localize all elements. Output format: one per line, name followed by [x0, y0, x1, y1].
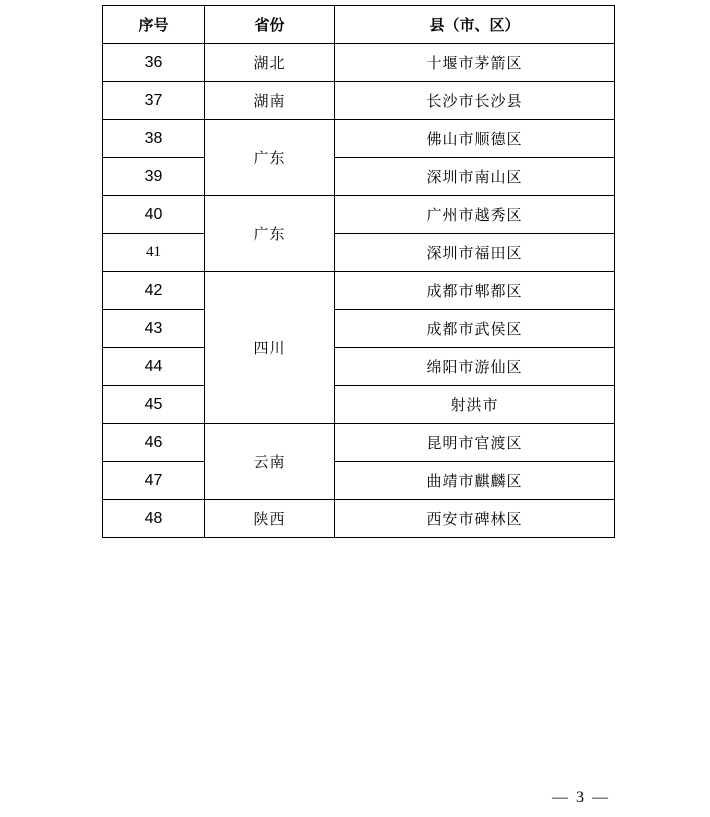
serial-number-cell: 45	[103, 386, 205, 424]
province-cell: 陕西	[205, 500, 335, 538]
province-cell: 湖北	[205, 44, 335, 82]
county-list-table	[102, 5, 615, 538]
table-row	[103, 424, 615, 462]
county-cell: 十堰市茅箭区	[335, 44, 615, 82]
table-row	[103, 234, 615, 272]
table-row	[103, 348, 615, 386]
province-cell: 广东	[205, 120, 335, 196]
serial-number-cell: 47	[103, 462, 205, 500]
serial-number-cell: 42	[103, 272, 205, 310]
county-cell: 成都市武侯区	[335, 310, 615, 348]
table-header-row	[103, 6, 615, 44]
table-row	[103, 272, 615, 310]
header-province: 省份	[205, 6, 335, 44]
header-county: 县（市、区）	[335, 6, 615, 44]
serial-number-cell: 36	[103, 44, 205, 82]
county-cell: 长沙市长沙县	[335, 82, 615, 120]
table-row	[103, 310, 615, 348]
serial-number-cell: 44	[103, 348, 205, 386]
table-row	[103, 500, 615, 538]
county-cell: 西安市碑林区	[335, 500, 615, 538]
page-number: — 3 —	[552, 789, 610, 806]
header-serial-number: 序号	[103, 6, 205, 44]
serial-number-cell: 40	[103, 196, 205, 234]
table-row	[103, 196, 615, 234]
county-cell: 射洪市	[335, 386, 615, 424]
county-cell: 昆明市官渡区	[335, 424, 615, 462]
serial-number-cell: 48	[103, 500, 205, 538]
county-cell: 成都市郫都区	[335, 272, 615, 310]
table-row	[103, 82, 615, 120]
table-row	[103, 120, 615, 158]
county-cell: 广州市越秀区	[335, 196, 615, 234]
serial-number-cell: 38	[103, 120, 205, 158]
table-row	[103, 158, 615, 196]
table-row	[103, 462, 615, 500]
province-cell: 云南	[205, 424, 335, 500]
serial-number-cell: 41	[103, 234, 205, 272]
table-row	[103, 386, 615, 424]
county-cell: 佛山市顺德区	[335, 120, 615, 158]
province-cell: 广东	[205, 196, 335, 272]
province-cell: 四川	[205, 272, 335, 424]
county-cell: 深圳市福田区	[335, 234, 615, 272]
table-row	[103, 44, 615, 82]
county-cell: 曲靖市麒麟区	[335, 462, 615, 500]
serial-number-cell: 46	[103, 424, 205, 462]
province-cell: 湖南	[205, 82, 335, 120]
county-cell: 绵阳市游仙区	[335, 348, 615, 386]
serial-number-cell: 37	[103, 82, 205, 120]
serial-number-cell: 39	[103, 158, 205, 196]
serial-number-cell: 43	[103, 310, 205, 348]
county-cell: 深圳市南山区	[335, 158, 615, 196]
